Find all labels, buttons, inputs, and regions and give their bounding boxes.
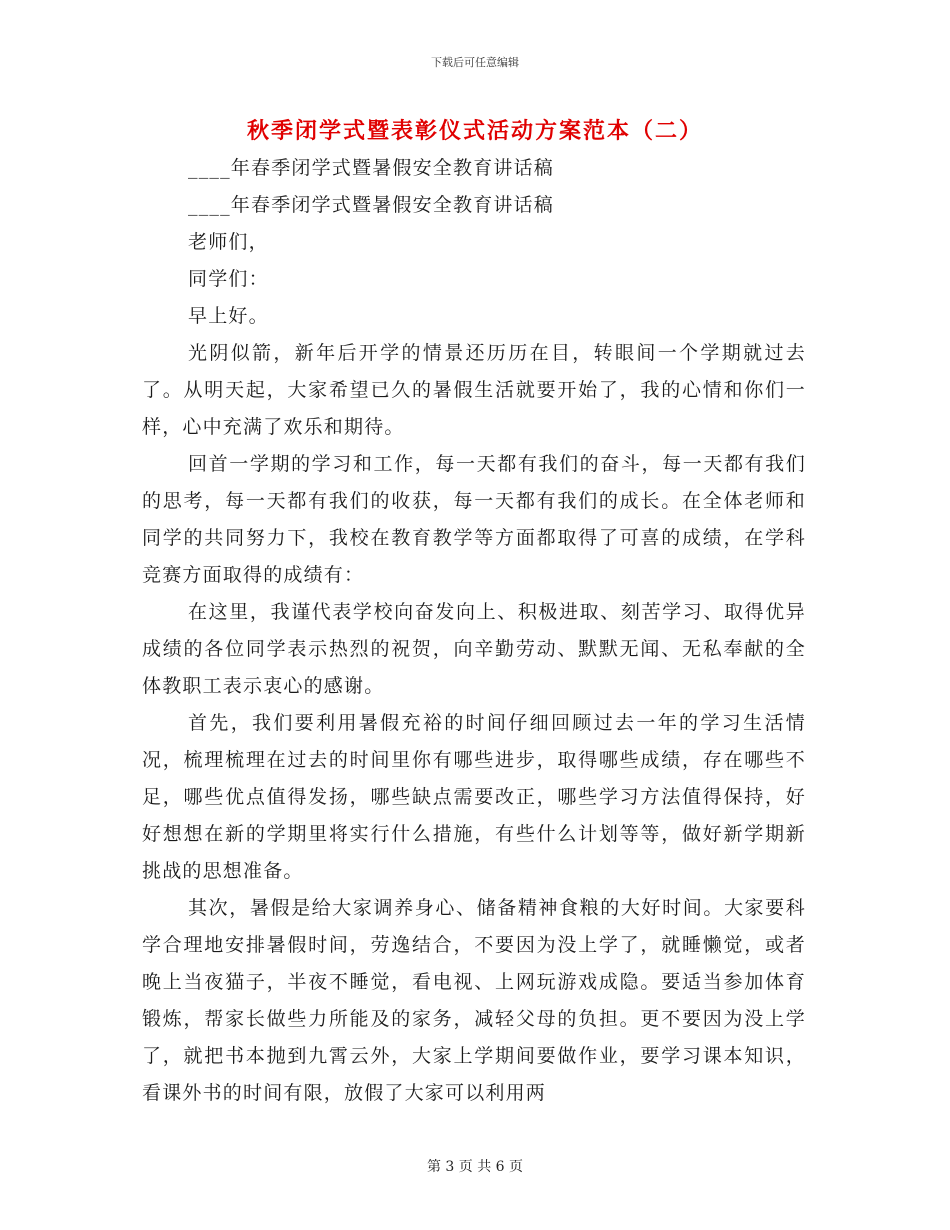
document-title: 秋季闭学式暨表彰仪式活动方案范本（二）	[246, 118, 703, 144]
document-body	[142, 150, 806, 1112]
paragraph-body: 首先，我们要利用暑假充裕的时间仔细回顾过去一年的学习生活情况，梳理梳理在过去的时间里你有哪些进步，取得哪些成绩，存在哪些不足，哪些优点值得发扬，哪些缺点需要改正，哪些学习方法值得保持，好好想想在新的学期里将实行什么措施，有些什么计划等等，做好新学期新挑战的思想准备。	[142, 712, 806, 882]
paragraph-speech-title-1: ____年春季闭学式暨暑假安全教育讲话稿	[188, 157, 555, 179]
paragraph-greeting-students: 同学们：	[188, 268, 269, 290]
paragraph-good-morning: 早上好。	[188, 305, 269, 327]
paragraph-greeting-teachers: 老师们，	[188, 231, 269, 253]
paragraph-body: 回首一学期的学习和工作，每一天都有我们的奋斗，每一天都有我们的思考，每一天都有我们的收获，每一天都有我们的成长。在全体老师和同学的共同努力下，我校在教育教学等方面都取得了可喜的成绩，在学科竞赛方面取得的成绩有：	[142, 453, 806, 586]
paragraph-body: 其次，暑假是给大家调养身心、储备精神食粮的大好时间。大家要科学合理地安排暑假时间，劳逸结合，不要因为没上学了，就睡懒觉，或者晚上当夜猫子，半夜不睡觉，看电视、上网玩游戏成隐。要适当参加体育锻炼，帮家长做些力所能及的家务，减轻父母的负担。更不要因为没上学了，就把书本抛到九霄云外，大家上学期间要做作业，要学习课本知识，看课外书的时间有限，放假了大家可以利用两	[142, 897, 806, 1104]
header-note: 下载后可任意编辑	[431, 56, 519, 69]
page-number: 第 3 页 共 6 页	[426, 1159, 524, 1175]
paragraph-speech-title-2: ____年春季闭学式暨暑假安全教育讲话稿	[188, 194, 555, 216]
paragraph-body: 在这里，我谨代表学校向奋发向上、积极进取、刻苦学习、取得优异成绩的各位同学表示热烈的祝贺，向辛勤劳动、默默无闻、无私奉献的全体教职工表示衷心的感谢。	[142, 601, 806, 697]
paragraph-body: 光阴似箭，新年后开学的情景还历历在目，转眼间一个学期就过去了。从明天起，大家希望已久的暑假生活就要开始了，我的心情和你们一样，心中充满了欢乐和期待。	[142, 342, 806, 438]
